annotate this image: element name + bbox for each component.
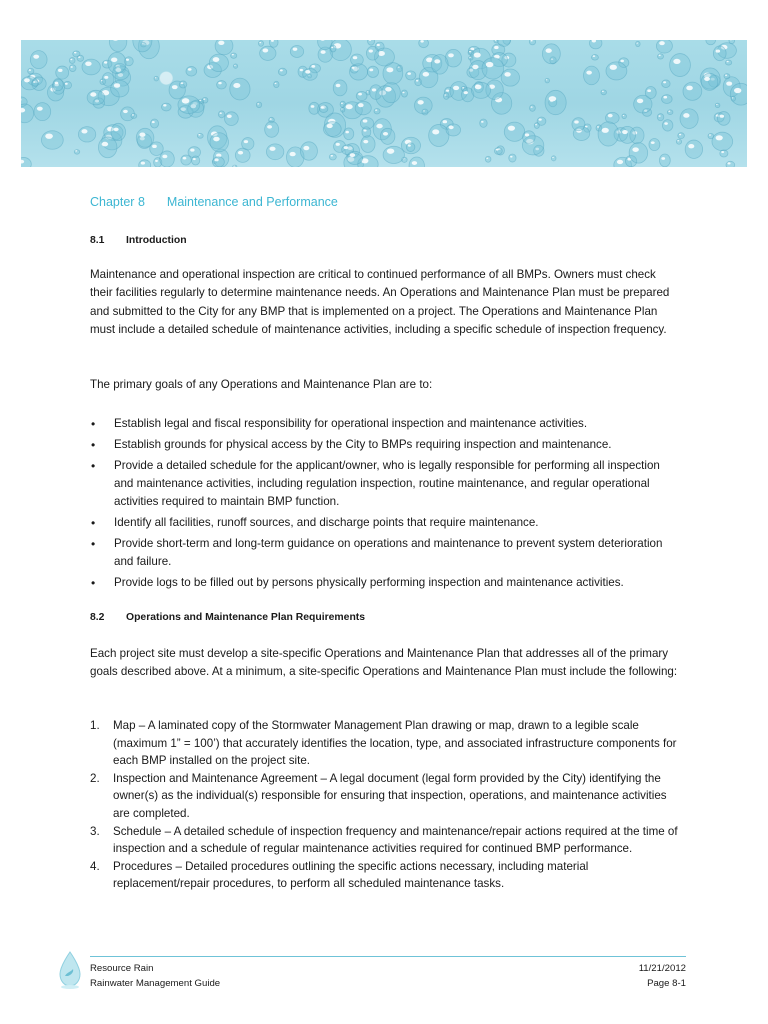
droplet — [480, 119, 487, 127]
droplet — [598, 122, 619, 146]
droplet — [619, 126, 635, 143]
droplet — [290, 46, 303, 58]
droplet — [224, 112, 238, 126]
droplet — [73, 51, 80, 57]
droplet — [333, 80, 347, 96]
droplet — [319, 105, 327, 112]
section-number: 8.1 — [90, 235, 105, 246]
droplet — [622, 114, 627, 119]
droplet — [21, 104, 34, 123]
droplet — [443, 93, 449, 100]
droplet — [368, 40, 375, 45]
droplet — [662, 120, 672, 131]
droplet — [731, 96, 735, 101]
list-item: • Identify all facilities, runoff sources, and discharge points that require maintenance. — [91, 516, 539, 530]
droplet — [139, 160, 151, 167]
droplet — [601, 90, 607, 95]
droplet — [726, 161, 735, 167]
droplet — [53, 79, 63, 91]
section-title: Introduction — [126, 235, 187, 246]
droplet — [41, 131, 63, 149]
droplet — [266, 144, 283, 160]
goals-intro-paragraph: The primary goals of any Operations and Maintenance Plan are to: — [90, 378, 433, 391]
droplet — [678, 133, 685, 139]
section-heading-8-2 — [90, 612, 365, 623]
droplet — [300, 142, 317, 160]
droplet — [150, 142, 163, 156]
droplet — [230, 78, 250, 100]
droplet — [414, 97, 432, 114]
droplet — [482, 58, 504, 79]
droplet — [530, 105, 536, 111]
droplet — [111, 123, 126, 140]
droplet — [401, 90, 407, 97]
chapter-title: Maintenance and Performance — [166, 195, 338, 209]
droplet — [667, 110, 673, 115]
droplet — [260, 46, 276, 60]
droplet — [545, 78, 550, 83]
droplet — [361, 136, 375, 153]
droplet — [659, 154, 670, 167]
droplet — [131, 114, 137, 119]
list-item: 4. Procedures – Detailed procedures outlining the specific actions necessary, including material replacement/repair procedures, to perform all scheduled maintenance tasks. — [90, 859, 589, 891]
droplet — [87, 90, 105, 105]
droplet — [370, 85, 382, 100]
droplet — [523, 131, 536, 144]
section-number: 8.2 — [90, 612, 105, 623]
droplet — [662, 95, 673, 104]
droplet — [534, 123, 539, 129]
droplet — [111, 80, 129, 97]
droplet — [350, 65, 358, 73]
droplet — [545, 90, 566, 114]
droplet — [28, 68, 34, 74]
droplet — [69, 65, 76, 72]
droplet — [356, 91, 367, 100]
droplet — [634, 95, 652, 113]
droplet — [323, 122, 341, 137]
droplet — [676, 139, 681, 144]
bullet-icon: • — [91, 516, 96, 530]
droplet — [725, 60, 731, 65]
droplet — [56, 66, 69, 79]
droplet — [32, 80, 39, 87]
droplet — [509, 154, 516, 162]
droplet — [715, 103, 720, 107]
footer-right — [639, 961, 686, 991]
droplet — [662, 80, 670, 88]
droplet — [160, 151, 175, 167]
droplet — [670, 54, 691, 77]
droplet — [186, 66, 197, 76]
droplet — [329, 154, 336, 160]
droplet — [360, 118, 373, 130]
droplet — [355, 101, 371, 115]
bullet-icon: • — [91, 459, 96, 473]
droplet — [212, 157, 224, 167]
droplet — [347, 151, 363, 164]
droplet — [683, 82, 702, 100]
droplet — [469, 56, 473, 60]
droplet — [717, 112, 730, 126]
droplet — [589, 40, 601, 49]
footer-left — [90, 961, 220, 991]
droplet — [74, 150, 79, 155]
droplet — [366, 46, 378, 60]
list-item: • Provide logs to be filled out by persons physically performing inspection and maintenance activities. — [91, 576, 624, 590]
droplet — [269, 40, 278, 47]
droplet — [501, 69, 519, 86]
droplet — [606, 62, 627, 80]
droplet — [178, 96, 200, 114]
intro-paragraph: Maintenance and operational inspection are critical to continued performance of all BMPs. Owners must check their facilities regularly to determine maintenance needs. An Operations and Maintenance Plan must be prepared and submitted to the City for any BMP that is implemented on a project. The Operations and Maintenance Plan must include a detailed schedule of maintenance activities, including a specific schedule of inspection frequency. — [90, 268, 670, 337]
droplet — [30, 51, 47, 69]
droplet — [494, 148, 502, 155]
droplet — [374, 108, 380, 113]
droplet — [34, 103, 51, 121]
droplet — [542, 44, 560, 64]
footer-date: 11/21/2012 — [638, 963, 686, 974]
list-item: 1. Map – A laminated copy of the Stormwater Management Plan drawing or map, drawn to a legible scale (maximum 1” = 100’) that accurately identifies the location, type, and associated infrastructure components for each BMP installed on the project site. — [90, 719, 677, 768]
droplet — [258, 41, 263, 47]
droplet — [242, 138, 254, 150]
droplet — [708, 133, 714, 138]
droplet — [419, 40, 429, 48]
droplet — [303, 69, 318, 81]
droplet — [712, 132, 733, 150]
droplet — [218, 111, 224, 118]
droplet — [197, 133, 203, 138]
droplet — [231, 53, 237, 58]
droplet — [706, 40, 716, 45]
droplet — [367, 66, 378, 77]
bullet-icon: • — [91, 576, 96, 590]
footer-divider — [90, 956, 686, 957]
droplet — [431, 54, 448, 74]
droplet — [406, 143, 415, 152]
droplet — [629, 143, 648, 164]
list-item: 2. Inspection and Maintenance Agreement – A legal document (legal form provided by the City) identifying the owner(s) as the individual(s) responsible for ensuring that inspection, operations, and maintenance activities are completed. — [90, 771, 667, 820]
droplet — [179, 81, 187, 88]
water-drop-logo-icon — [56, 950, 84, 990]
droplet — [720, 150, 728, 157]
droplet — [406, 71, 416, 80]
droplet — [209, 54, 228, 71]
droplet — [680, 109, 698, 129]
droplet — [78, 127, 95, 142]
droplet — [154, 76, 159, 81]
droplet — [591, 55, 598, 61]
droplet — [191, 156, 199, 165]
bullet-icon: • — [91, 537, 96, 551]
droplet — [471, 82, 490, 98]
droplet — [69, 58, 75, 64]
droplet — [701, 73, 718, 90]
requirements-list — [90, 717, 680, 893]
chapter-heading — [90, 195, 338, 209]
droplet — [98, 137, 117, 158]
droplet — [409, 157, 424, 167]
droplet — [529, 40, 535, 45]
droplet — [233, 165, 237, 167]
droplet — [150, 119, 158, 128]
droplet — [724, 74, 730, 79]
droplet — [234, 64, 238, 68]
requirements-paragraph: Each project site must develop a site-specific Operations and Maintenance Plan that addresses all of the primary goals described above. At a minimum, a site-specific Operations and Maintenance Plan must include the following: — [90, 647, 678, 679]
droplet — [713, 46, 726, 61]
droplet — [108, 52, 126, 73]
droplet — [215, 40, 233, 55]
droplet — [551, 156, 556, 161]
droplet — [658, 54, 664, 59]
section-heading-8-1 — [90, 235, 187, 246]
list-item: • Establish legal and fiscal responsibility for operational inspection and maintenance activities. — [91, 417, 588, 431]
droplet — [309, 102, 320, 114]
goals-list — [90, 415, 680, 595]
droplet — [380, 128, 394, 144]
droplet — [265, 121, 279, 137]
droplets-svg — [21, 40, 747, 167]
droplet — [657, 114, 664, 121]
droplet — [584, 66, 600, 85]
droplet — [382, 82, 400, 102]
droplet — [504, 122, 524, 141]
droplet — [210, 133, 229, 152]
droplet — [656, 40, 672, 53]
droplet — [572, 118, 585, 131]
water-droplets-banner — [21, 40, 747, 167]
bullet-icon: • — [91, 438, 96, 452]
droplet — [429, 124, 449, 146]
droplet — [485, 156, 491, 162]
droplet — [274, 81, 279, 87]
bullet-icon: • — [91, 417, 96, 431]
droplet — [278, 68, 286, 75]
chapter-number: Chapter 8 — [90, 195, 145, 209]
droplet — [256, 102, 261, 108]
droplet — [341, 107, 345, 112]
list-item: • Provide a detailed schedule for the applicant/owner, who is legally responsible for performing all inspection and maintenance activities, including regulation inspection, routine maintenance, and regular operational activities required to maintain BMP function. — [91, 459, 660, 508]
droplet — [217, 81, 227, 89]
droplet — [685, 140, 702, 158]
list-item: 3. Schedule – A detailed schedule of inspection frequency and maintenance/repair actions required at the time of inspection and a schedule of regular maintenance activities required for continued BMP performance. — [90, 824, 678, 856]
list-item: • Provide short-term and long-term guidance on operations and maintenance to prevent system deterioration and failure. — [91, 537, 663, 568]
droplet — [446, 124, 461, 136]
droplet — [636, 41, 641, 46]
droplet — [161, 103, 171, 111]
list-item: • Establish grounds for physical access by the City to BMPs requiring inspection and maintenance. — [91, 438, 612, 452]
droplet — [181, 155, 191, 165]
droplet — [383, 146, 404, 163]
droplet — [82, 59, 100, 75]
footer-doc-title: Rainwater Management Guide — [90, 978, 221, 989]
droplet — [109, 40, 126, 52]
droplet — [730, 83, 747, 105]
footer-org: Resource Rain — [90, 963, 154, 974]
section-title: Operations and Maintenance Plan Requirements — [126, 612, 366, 623]
footer-page-number: Page 8-1 — [647, 978, 686, 989]
droplet — [21, 157, 31, 167]
droplet — [649, 139, 660, 151]
